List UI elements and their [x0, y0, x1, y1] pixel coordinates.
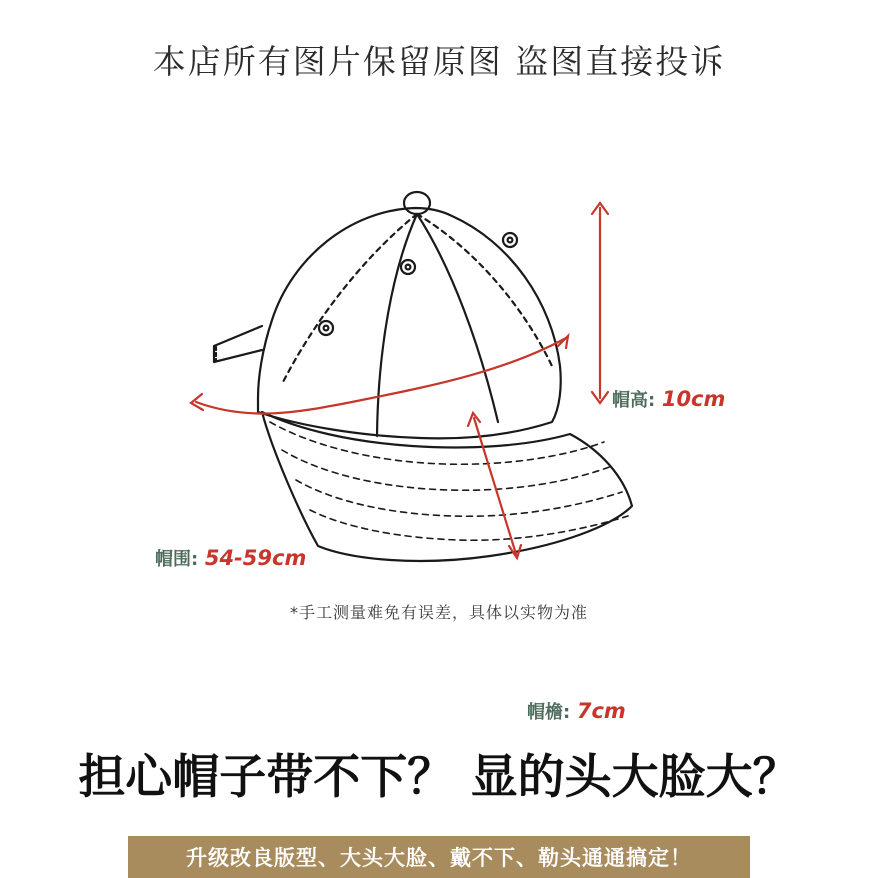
label-cap-brim-value: 7cm — [576, 699, 626, 723]
measurement-note: *手工测量难免有误差，具体以实物为准 — [289, 603, 588, 622]
label-cap-brim-name: 帽檐: — [527, 702, 571, 723]
label-cap-circumference-value: 54-59cm — [204, 546, 307, 570]
label-cap-brim — [527, 698, 626, 724]
label-cap-height — [612, 386, 725, 412]
label-cap-circumference-name: 帽围: — [155, 549, 199, 570]
cap-illustration — [0, 150, 878, 620]
cap-measurement-diagram — [0, 150, 878, 723]
label-cap-circumference — [155, 545, 306, 571]
page-title: 本店所有图片保留原图 盗图直接投诉 — [152, 42, 726, 81]
promo-banner — [128, 836, 750, 878]
label-cap-height-name: 帽高: — [612, 390, 656, 411]
label-cap-height-value: 10cm — [661, 387, 726, 411]
promo-headline: 担心帽子带不下？ 显的头大脸大？ — [78, 750, 800, 805]
promo-banner-text: 升级改良版型、大头大脸、戴不下、勒头通通搞定！ — [186, 846, 692, 870]
